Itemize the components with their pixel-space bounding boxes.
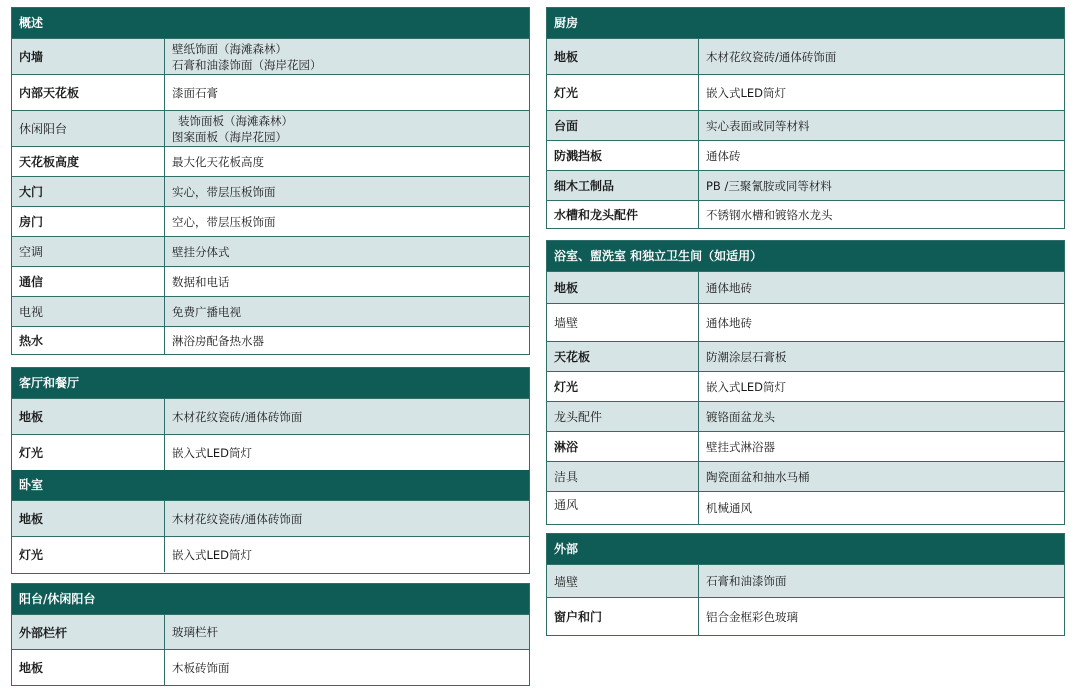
row-value: 淋浴房配备热水器	[172, 333, 264, 348]
table-row	[547, 271, 1064, 303]
row-label: 空调	[12, 237, 165, 266]
row-value-line: 装饰面板（海滩森林）	[178, 113, 293, 128]
table-row	[547, 564, 1064, 597]
row-label: 地板	[547, 272, 699, 303]
row-label: 灯光	[547, 75, 699, 110]
row-value: PB /三聚氰胺或同等材料	[706, 178, 832, 193]
row-value: 嵌入式LED筒灯	[706, 379, 787, 394]
row-label: 洁具	[547, 462, 699, 491]
row-value: 实心，带层压板饰面	[172, 184, 276, 199]
row-value: 通体地砖	[706, 315, 752, 330]
row-label: 地板	[12, 399, 165, 434]
table-row	[547, 491, 1064, 524]
row-value: 不锈钢水槽和镀铬水龙头	[706, 207, 833, 222]
row-label: 内墙	[12, 39, 165, 74]
row-label: 通风	[547, 492, 699, 524]
row-label: 休闲阳台	[12, 111, 165, 146]
table-row	[12, 236, 529, 266]
table-row	[547, 38, 1064, 74]
row-value: 壁挂式淋浴器	[706, 439, 775, 454]
row-value: 镀铬面盆龙头	[706, 409, 775, 424]
table-row	[547, 597, 1064, 635]
row-label: 灯光	[547, 372, 699, 401]
row-value-line: 壁纸饰面（海滩森林）	[172, 41, 287, 56]
row-label: 地板	[547, 39, 699, 74]
row-label: 房门	[12, 207, 165, 236]
table-row	[12, 434, 529, 470]
table-row	[12, 266, 529, 296]
row-value: 陶瓷面盆和抽水马桶	[706, 469, 810, 484]
row-value: 通体砖	[706, 148, 741, 163]
row-value: 最大化天花板高度	[172, 154, 264, 169]
row-label: 墙壁	[547, 304, 699, 341]
row-value: 免费广播电视	[172, 304, 241, 319]
row-value: 空心，带层压板饰面	[172, 214, 276, 229]
row-value: 木材花纹瓷砖/通体砖饰面	[706, 49, 837, 64]
row-value: 漆面石膏	[172, 85, 218, 100]
table-row	[547, 170, 1064, 200]
row-value: 石膏和油漆饰面	[706, 574, 787, 588]
table-row	[12, 110, 529, 146]
table-row	[547, 110, 1064, 140]
row-value: 嵌入式LED筒灯	[172, 445, 253, 460]
kitchen-section	[546, 7, 1065, 229]
overview-title: 概述	[12, 8, 529, 38]
row-label: 通信	[12, 267, 165, 296]
bedroom-title: 卧室	[12, 470, 529, 500]
table-row	[547, 341, 1064, 371]
living-title: 客厅和餐厅	[12, 368, 529, 398]
row-label: 灯光	[12, 435, 165, 470]
row-value: 通体地砖	[706, 280, 752, 295]
row-label: 淋浴	[547, 432, 699, 461]
table-row	[547, 140, 1064, 170]
row-label: 细木工制品	[547, 171, 699, 200]
row-value: 防潮涂层石膏板	[706, 349, 787, 364]
row-value: 铝合金框彩色玻璃	[706, 609, 798, 624]
row-value-line: 石膏和油漆饰面（海岸花园）	[172, 57, 322, 72]
table-row	[547, 200, 1064, 228]
row-value	[165, 111, 529, 146]
row-label: 防溅挡板	[547, 141, 699, 170]
row-value: 木材花纹瓷砖/通体砖饰面	[172, 511, 303, 526]
row-label: 地板	[12, 501, 165, 536]
table-row	[547, 303, 1064, 341]
table-row	[12, 146, 529, 176]
kitchen-title: 厨房	[547, 8, 1064, 38]
table-row	[12, 38, 529, 74]
table-row	[547, 401, 1064, 431]
row-label: 热水	[12, 327, 165, 354]
row-label: 地板	[12, 650, 165, 685]
exterior-section	[546, 533, 1065, 636]
row-label: 内部天花板	[12, 75, 165, 110]
row-value: 实心表面或同等材料	[706, 118, 810, 133]
balcony-section	[11, 583, 530, 686]
row-value: 嵌入式LED筒灯	[706, 85, 787, 100]
exterior-title: 外部	[547, 534, 1064, 564]
row-label: 台面	[547, 111, 699, 140]
table-row	[547, 461, 1064, 491]
bathroom-section	[546, 240, 1065, 525]
table-row	[12, 649, 529, 685]
table-row	[12, 398, 529, 434]
row-label: 天花板高度	[12, 147, 165, 176]
row-label: 水槽和龙头配件	[547, 201, 699, 228]
row-value-line: 图案面板（海岸花园）	[172, 129, 287, 144]
balcony-title: 阳台/休闲阳台	[12, 584, 529, 614]
table-row	[12, 614, 529, 649]
row-label: 龙头配件	[547, 402, 699, 431]
row-label: 电视	[12, 297, 165, 326]
row-label: 大门	[12, 177, 165, 206]
living-dining-section	[11, 367, 530, 574]
table-row	[12, 176, 529, 206]
row-value: 数据和电话	[172, 274, 230, 289]
row-label: 灯光	[12, 537, 165, 572]
row-value: 玻璃栏杆	[172, 625, 218, 639]
table-row	[12, 326, 529, 354]
table-row	[547, 431, 1064, 461]
row-value: 嵌入式LED筒灯	[172, 547, 253, 562]
row-value: 木材花纹瓷砖/通体砖饰面	[172, 409, 303, 424]
overview-section	[11, 7, 530, 355]
table-row	[547, 74, 1064, 110]
table-row	[12, 74, 529, 110]
table-row	[547, 371, 1064, 401]
table-row	[12, 296, 529, 326]
table-row	[12, 536, 529, 572]
row-value	[165, 39, 529, 74]
row-value: 木板砖饰面	[172, 660, 230, 675]
row-value: 机械通风	[706, 501, 752, 515]
row-label: 外部栏杆	[12, 615, 165, 649]
table-row	[12, 500, 529, 536]
row-label: 天花板	[547, 342, 699, 371]
row-value: 壁挂分体式	[172, 244, 230, 259]
bathroom-title: 浴室、盥洗室 和独立卫生间（如适用）	[547, 241, 1064, 271]
table-row	[12, 206, 529, 236]
row-label: 墙壁	[547, 565, 699, 597]
row-label: 窗户和门	[547, 598, 699, 635]
